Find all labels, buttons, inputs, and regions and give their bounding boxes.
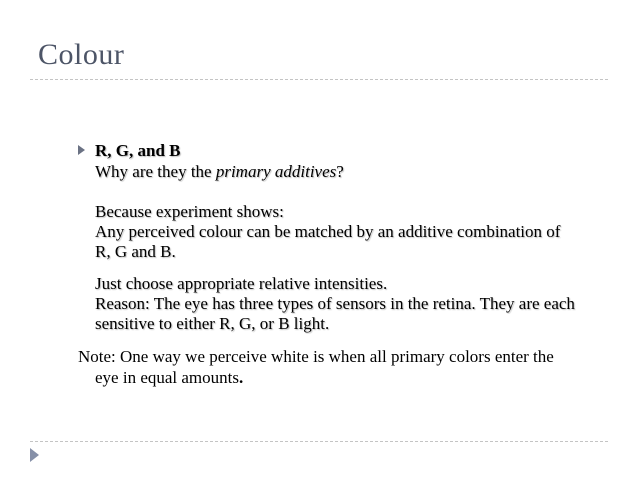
note-line-2: [95, 368, 243, 388]
why-line: [95, 162, 344, 182]
triangle-corner-icon: [30, 448, 39, 462]
reason-line-2: sensitive to either R, G, or B light.: [95, 314, 330, 333]
note-line-2-period: .: [239, 368, 244, 387]
perceived-line-2: R, G and B.: [95, 242, 176, 261]
because-line: Because experiment shows:: [95, 202, 284, 221]
reason-line-1: Reason: The eye has three types of sensors in the retina. They are each: [95, 294, 575, 313]
triangle-bullet-icon: [78, 145, 85, 155]
why-prefix: Why are they the: [95, 162, 216, 181]
footer-divider: [30, 441, 608, 442]
intensities-line: Just choose appropriate relative intensities.: [95, 274, 388, 293]
perceived-line-1: Any perceived colour can be matched by an additive combination of: [95, 222, 561, 241]
bullet-heading: R, G, and B: [95, 141, 181, 160]
note-line-2-text: eye in equal amounts: [95, 368, 239, 387]
why-suffix: ?: [336, 162, 344, 181]
why-emphasis: primary additives: [215, 162, 337, 181]
note-line-1: Note: One way we perceive white is when all primary colors enter the: [78, 347, 554, 366]
slide-title: Colour: [38, 38, 125, 71]
